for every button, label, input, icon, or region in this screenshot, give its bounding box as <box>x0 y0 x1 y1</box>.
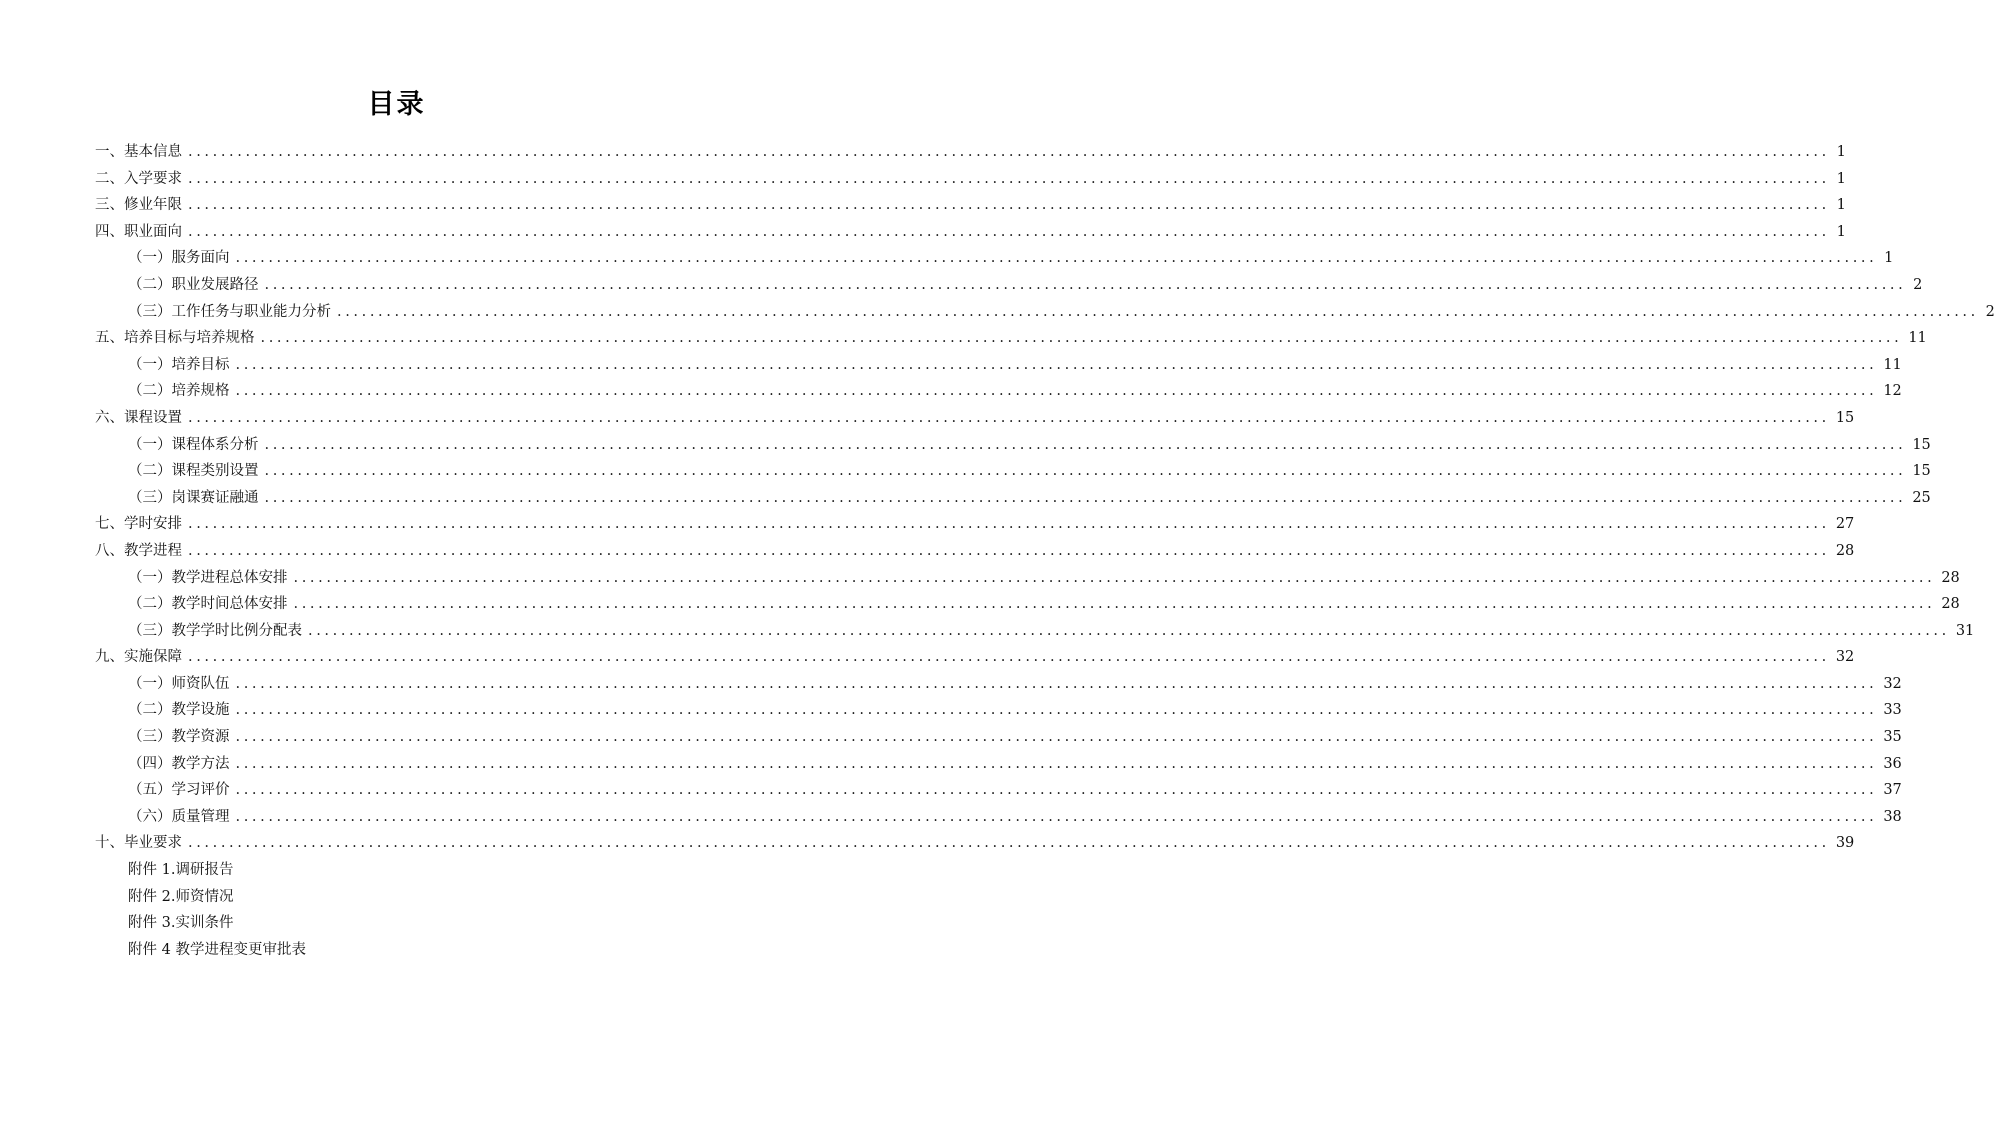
toc-entry-label: （六）质量管理 <box>128 808 230 825</box>
toc-entry-label: （二）职业发展路径 <box>128 276 259 293</box>
toc-entry-page-number: 15 <box>1835 409 1855 426</box>
toc-leader-dots: ........................................................................................................................................................................................................ <box>188 516 1830 533</box>
toc-leader-dots: ........................................................................................................................................................................................................ <box>188 170 1830 187</box>
toc-entry-label: （二）课程类别设置 <box>128 463 259 480</box>
toc-subsection-entry[interactable] <box>95 698 1902 725</box>
toc-subsection-entry[interactable] <box>95 752 1902 779</box>
toc-leader-dots: ........................................................................................................................................................................................................ <box>235 250 1878 267</box>
toc-leader-dots: ........................................................................................................................................................................................................ <box>293 596 1936 613</box>
toc-leader-dots: ........................................................................................................................................................................................................ <box>188 144 1830 160</box>
toc-entry-label: 八、教学进程 <box>95 542 182 559</box>
toc-entry-label: （三）工作任务与职业能力分析 <box>128 303 331 320</box>
toc-leader-dots: ........................................................................................................................................................................................................ <box>308 622 1950 639</box>
toc-entry-page-number: 28 <box>1941 569 1960 586</box>
toc-entry-label: （一）教学进程总体安排 <box>128 569 288 586</box>
appendix-entry[interactable]: 附件 2.师资情况 <box>128 888 234 905</box>
toc-entry-page-number: 12 <box>1883 383 1902 400</box>
table-of-contents <box>95 140 1995 858</box>
toc-entry-label: 三、修业年限 <box>95 197 182 214</box>
toc-entry-page-number: 39 <box>1835 835 1855 852</box>
toc-entry-label: （三）教学学时比例分配表 <box>128 622 302 639</box>
toc-entry-page-number: 38 <box>1883 808 1902 825</box>
toc-leader-dots: ........................................................................................................................................................................................................ <box>260 330 1903 347</box>
toc-section-entry[interactable] <box>95 167 1846 194</box>
toc-entry-page-number: 27 <box>1835 516 1855 533</box>
appendix-entry[interactable]: 附件 1.调研报告 <box>128 862 234 879</box>
toc-subsection-entry[interactable] <box>95 459 1931 486</box>
toc-entry-label: 五、培养目标与培养规格 <box>95 330 255 347</box>
toc-entry-page-number: 1 <box>1836 197 1846 214</box>
toc-leader-dots: ........................................................................................................................................................................................................ <box>188 649 1830 666</box>
toc-leader-dots: ........................................................................................................................................................................................................ <box>337 303 1979 320</box>
toc-section-entry[interactable] <box>95 512 1855 539</box>
toc-leader-dots: ........................................................................................................................................................................................................ <box>264 276 1907 293</box>
toc-entry-label: 七、学时安排 <box>95 516 182 533</box>
toc-entry-page-number: 1 <box>1836 223 1846 240</box>
toc-subsection-entry[interactable] <box>95 246 1894 273</box>
toc-leader-dots: ........................................................................................................................................................................................................ <box>235 675 1878 692</box>
toc-entry-label: 九、实施保障 <box>95 649 182 666</box>
toc-section-entry[interactable] <box>95 406 1855 433</box>
toc-entry-label: （四）教学方法 <box>128 755 230 772</box>
toc-leader-dots: ........................................................................................................................................................................................................ <box>235 755 1878 772</box>
toc-leader-dots: ........................................................................................................................................................................................................ <box>235 729 1878 746</box>
toc-leader-dots: ........................................................................................................................................................................................................ <box>235 702 1878 719</box>
toc-subsection-entry[interactable] <box>95 300 1995 327</box>
toc-entry-label: （二）教学设施 <box>128 702 230 719</box>
toc-entry-label: （二）教学时间总体安排 <box>128 596 288 613</box>
toc-entry-label: 十、毕业要求 <box>95 835 182 852</box>
appendix-entry[interactable]: 附件 3.实训条件 <box>128 915 234 932</box>
toc-entry-page-number: 1 <box>1884 250 1894 267</box>
toc-section-entry[interactable] <box>95 140 1846 167</box>
toc-entry-page-number: 2 <box>1913 276 1923 293</box>
toc-subsection-entry[interactable] <box>95 592 1960 619</box>
toc-subsection-entry[interactable] <box>95 486 1931 513</box>
toc-entry-label: （一）课程体系分析 <box>128 436 259 453</box>
toc-entry-label: （二）培养规格 <box>128 383 230 400</box>
toc-leader-dots: ........................................................................................................................................................................................................ <box>235 383 1878 400</box>
toc-section-entry[interactable] <box>95 326 1927 353</box>
toc-entry-label: 四、职业面向 <box>95 223 182 240</box>
toc-leader-dots: ........................................................................................................................................................................................................ <box>188 223 1830 240</box>
toc-entry-page-number: 15 <box>1912 463 1931 480</box>
toc-entry-label: （一）服务面向 <box>128 250 230 267</box>
toc-entry-page-number: 11 <box>1908 330 1927 347</box>
toc-entry-page-number: 35 <box>1883 729 1902 746</box>
toc-section-entry[interactable] <box>95 539 1855 566</box>
toc-entry-label: 二、入学要求 <box>95 170 182 187</box>
appendix-list <box>128 858 528 964</box>
toc-entry-label: （一）培养目标 <box>128 356 230 373</box>
toc-entry-label: （三）岗课赛证融通 <box>128 489 259 506</box>
toc-entry-page-number: 11 <box>1883 356 1902 373</box>
toc-leader-dots: ........................................................................................................................................................................................................ <box>264 489 1907 506</box>
toc-entry-page-number: 31 <box>1955 622 1975 639</box>
toc-leader-dots: ........................................................................................................................................................................................................ <box>188 197 1830 214</box>
toc-entry-page-number: 36 <box>1883 755 1902 772</box>
toc-leader-dots: ........................................................................................................................................................................................................ <box>188 542 1830 559</box>
toc-section-entry[interactable] <box>95 831 1855 858</box>
toc-leader-dots: ........................................................................................................................................................................................................ <box>235 356 1878 373</box>
toc-subsection-entry[interactable] <box>95 379 1902 406</box>
toc-entry-page-number: 2 <box>1985 303 1995 320</box>
toc-leader-dots: ........................................................................................................................................................................................................ <box>264 463 1907 480</box>
toc-section-entry[interactable] <box>95 193 1846 220</box>
toc-entry-page-number: 25 <box>1912 489 1931 506</box>
toc-entry-label: （一）师资队伍 <box>128 675 230 692</box>
toc-subsection-entry[interactable] <box>95 566 1960 593</box>
toc-leader-dots: ........................................................................................................................................................................................................ <box>235 782 1878 799</box>
toc-leader-dots: ........................................................................................................................................................................................................ <box>264 436 1907 453</box>
toc-subsection-entry[interactable] <box>95 725 1902 752</box>
toc-subsection-entry[interactable] <box>95 619 1975 646</box>
appendix-entry[interactable]: 附件 4 教学进程变更审批表 <box>128 941 306 958</box>
toc-subsection-entry[interactable] <box>95 672 1902 699</box>
toc-leader-dots: ........................................................................................................................................................................................................ <box>188 835 1830 852</box>
toc-subsection-entry[interactable] <box>95 353 1902 380</box>
toc-leader-dots: ........................................................................................................................................................................................................ <box>293 569 1936 586</box>
toc-entry-label: （三）教学资源 <box>128 729 230 746</box>
toc-entry-page-number: 15 <box>1912 436 1931 453</box>
toc-leader-dots: ........................................................................................................................................................................................................ <box>235 808 1878 825</box>
toc-subsection-entry[interactable] <box>95 273 1923 300</box>
toc-subsection-entry[interactable] <box>95 778 1902 805</box>
toc-entry-page-number: 33 <box>1883 702 1902 719</box>
page-title: 目录 <box>367 89 426 120</box>
toc-subsection-entry[interactable] <box>95 805 1902 832</box>
toc-entry-page-number: 37 <box>1883 782 1902 799</box>
toc-entry-page-number: 1 <box>1836 170 1846 187</box>
toc-section-entry[interactable] <box>95 645 1855 672</box>
toc-entry-page-number: 1 <box>1836 144 1846 160</box>
toc-entry-page-number: 32 <box>1835 649 1855 666</box>
toc-entry-label: 一、基本信息 <box>95 144 182 160</box>
toc-subsection-entry[interactable] <box>95 433 1931 460</box>
toc-entry-label: （五）学习评价 <box>128 782 230 799</box>
toc-section-entry[interactable] <box>95 220 1846 247</box>
toc-leader-dots: ........................................................................................................................................................................................................ <box>188 409 1830 426</box>
toc-entry-page-number: 32 <box>1883 675 1902 692</box>
toc-entry-label: 六、课程设置 <box>95 409 182 426</box>
toc-entry-page-number: 28 <box>1941 596 1960 613</box>
toc-entry-page-number: 28 <box>1835 542 1855 559</box>
